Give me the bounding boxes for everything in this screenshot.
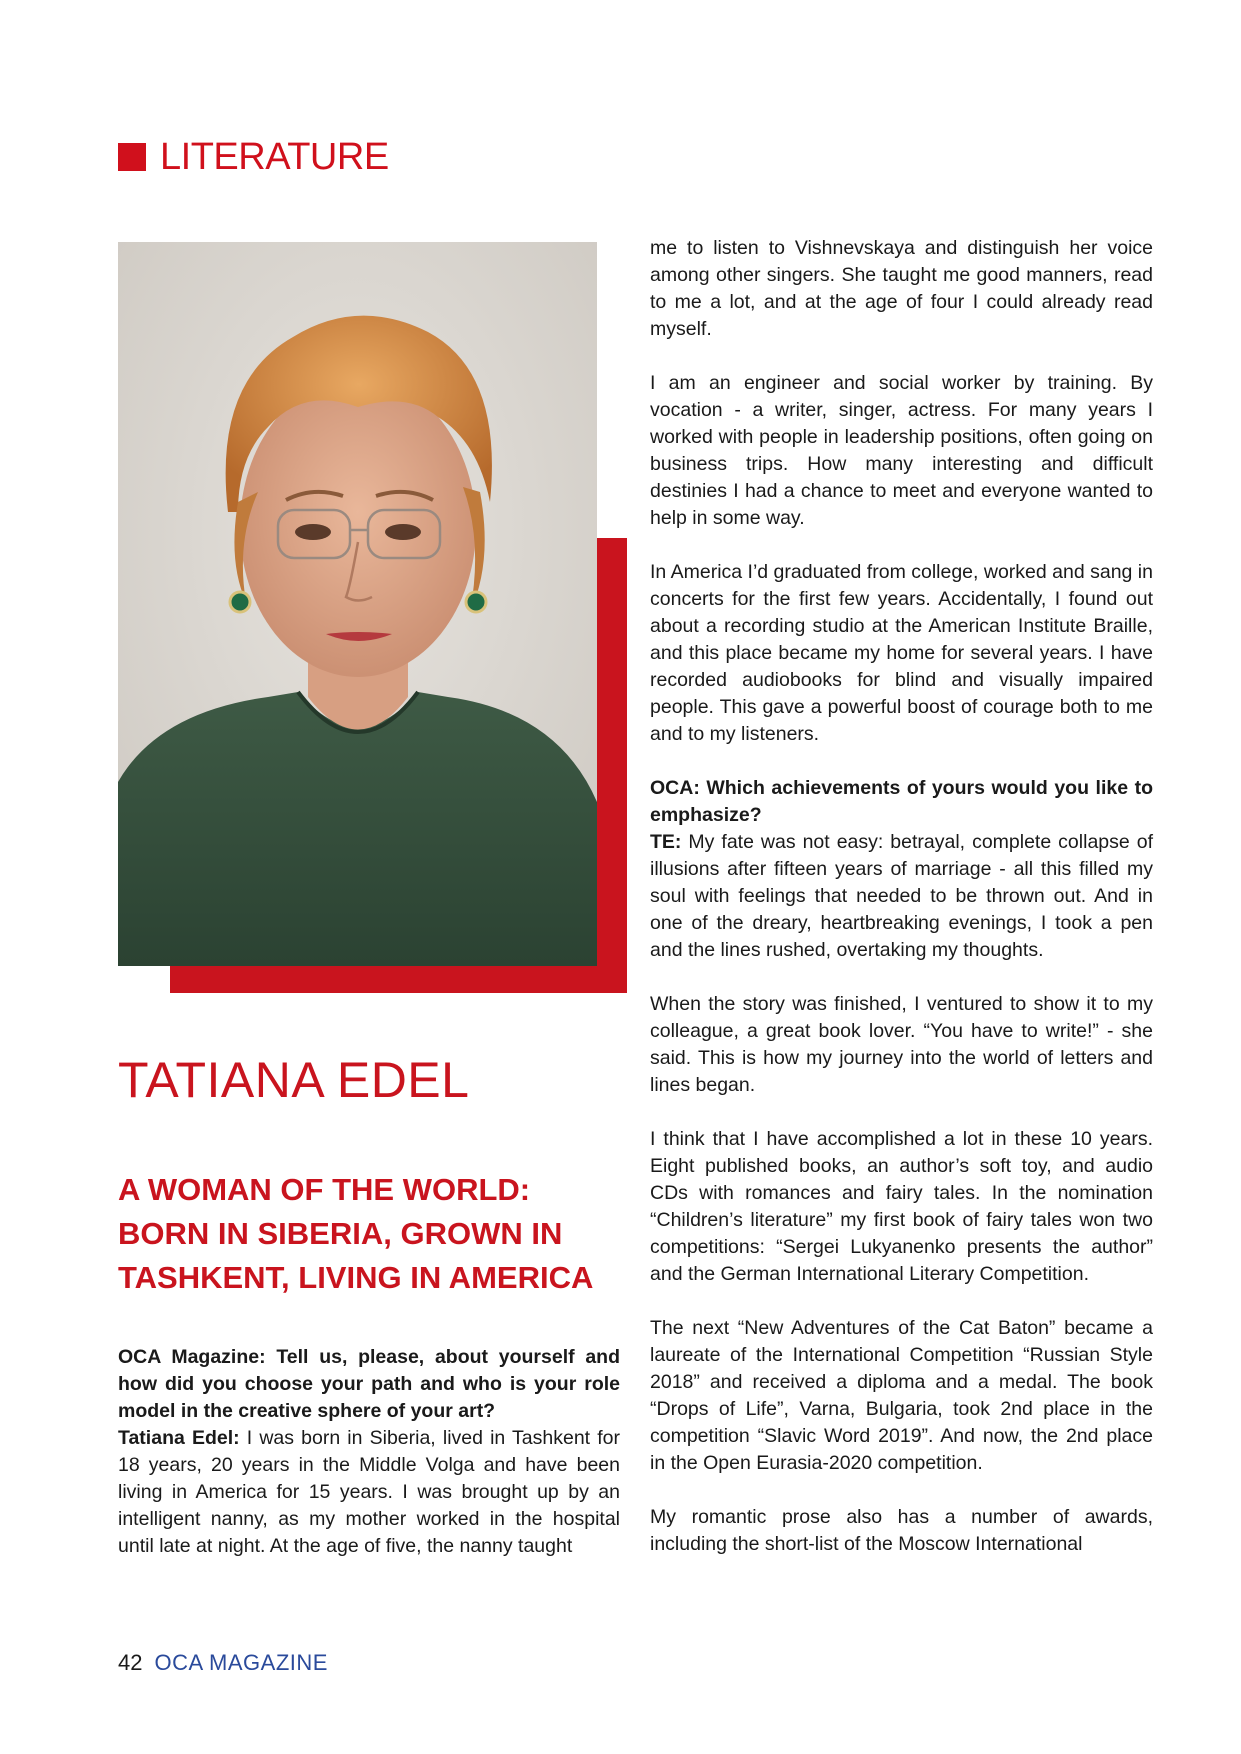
interview-paragraph bbox=[118, 1344, 620, 1560]
answer-text: My fate was not easy: betrayal, complete collapse of illusions after fifteen years of marriage - all this filled my soul with feelings that needed to be thrown out. And in one of the dreary, heartbreaking evenings, I took a pen and the lines rushed, overtaking my thoughts. bbox=[650, 831, 1153, 961]
question-text: OCA Magazine: Tell us, please, about yourself and how did you choose your path and who is your role model in the creative sphere of your art? bbox=[118, 1346, 620, 1422]
magazine-name: OCA MAGAZINE bbox=[154, 1650, 328, 1675]
page-number: 42 bbox=[118, 1650, 143, 1675]
right-text-column bbox=[650, 235, 1153, 1558]
body-paragraph: In America I’d graduated from college, worked and sang in concerts for the first few years. Accidentally, I found out about a recording studio at the American Institute Braille, and this place became my home for several years. I have recorded audiobooks for blind and visually impaired people. This gave a powerful boost of courage both to me and to my listeners. bbox=[650, 561, 1153, 745]
body-paragraph: When the story was finished, I ventured to show it to my colleague, a great book lover. “You have to write!” - she said. This is how my journey into the world of letters and lines began. bbox=[650, 993, 1153, 1096]
question-text: OCA: Which achievements of yours would you like to emphasize? bbox=[650, 777, 1153, 826]
section-marker-square bbox=[118, 143, 146, 171]
body-paragraph: My romantic prose also has a number of awards, including the short-list of the Moscow International bbox=[650, 1506, 1153, 1555]
answer-speaker-label: TE: bbox=[650, 831, 682, 853]
interview-paragraph bbox=[650, 775, 1153, 964]
section-header bbox=[118, 138, 389, 176]
body-paragraph: me to listen to Vishnevskaya and distinguish her voice among other singers. She taught me good manners, read to me a lot, and at the age of four I could already read myself. bbox=[650, 237, 1153, 340]
answer-text: I was born in Siberia, lived in Tashkent for 18 years, 20 years in the Middle Volga and have been living in America for 15 years. I was brought up by an intelligent nanny, as my mother worked in the hospital until late at night. At the age of five, the nanny taught bbox=[118, 1427, 620, 1557]
left-text-column bbox=[118, 1344, 620, 1560]
author-portrait-photo bbox=[118, 242, 597, 966]
body-paragraph: The next “New Adventures of the Cat Baton” became a laureate of the International Competition “Russian Style 2018” and received a diploma and a medal. The book “Drops of Life”, Varna, Bulgaria, took 2nd place in the competition “Slavic Word 2019”. And now, the 2nd place in the Open Eurasia-2020 competition. bbox=[650, 1317, 1153, 1474]
article-subtitle: A WOMAN OF THE WORLD: BORN IN SIBERIA, GROWN IN TASHKENT, LIVING IN AMERICA bbox=[118, 1172, 594, 1295]
body-paragraph: I am an engineer and social worker by training. By vocation - a writer, singer, actress. For many years I worked with people in leadership positions, often going on business trips. How many interesting and difficult destinies I had a chance to meet and everyone wanted to help in some way. bbox=[650, 372, 1153, 529]
body-paragraph: I think that I have accomplished a lot in these 10 years. Eight published books, an author’s soft toy, and audio CDs with romances and fairy tales. In the nomination “Children’s literature” my first book of fairy tales won two competitions: “Sergei Lukyanenko presents the author” and the German International Literary Competition. bbox=[650, 1128, 1153, 1285]
page-footer bbox=[118, 1650, 328, 1676]
author-name-heading: TATIANA EDEL bbox=[118, 1052, 470, 1108]
section-label: LITERATURE bbox=[160, 136, 389, 178]
answer-speaker-label: Tatiana Edel: bbox=[118, 1427, 240, 1449]
